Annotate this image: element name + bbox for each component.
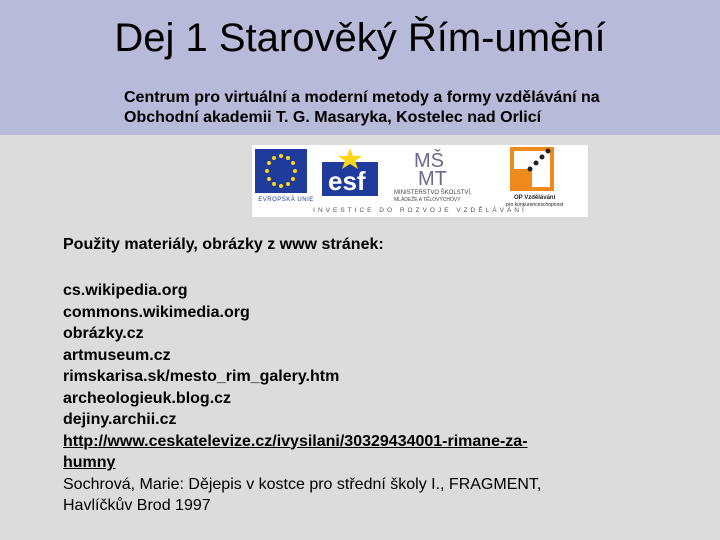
msmt-line-2: MLÁDEŽE A TĚLOVÝCHOVY xyxy=(394,197,461,203)
svg-text:MT: MT xyxy=(418,168,447,190)
op-vk-logo xyxy=(504,147,586,209)
eu-stars-icon xyxy=(255,149,307,193)
source-item: cs.wikipedia.org xyxy=(63,282,188,299)
source-item: commons.wikimedia.org xyxy=(63,303,250,321)
source-item: artmuseum.cz xyxy=(63,346,171,364)
title-band xyxy=(0,0,720,135)
slide-title: Dej 1 Starověký Řím-umění xyxy=(114,16,606,60)
logo-strip-caption: INVESTICE DO ROZVOJE VZDĚLÁVÁNÍ xyxy=(313,207,527,214)
msmt-logo xyxy=(394,147,474,207)
source-item: dejiny.archii.cz xyxy=(63,411,177,428)
sources-heading: Použity materiály, obrázky z www stránek: xyxy=(63,236,384,253)
esf-star-icon xyxy=(320,148,380,198)
ceskatelevize-link-line-2[interactable]: humny xyxy=(63,454,116,471)
op-frame-icon xyxy=(504,147,586,209)
svg-text:MŠ: MŠ xyxy=(414,150,444,172)
subtitle-line-1: Centrum pro virtuální a moderní metody a formy vzdělávání na xyxy=(124,89,600,106)
funding-logo-strip xyxy=(252,145,588,217)
source-item: archeologieuk.blog.cz xyxy=(63,389,232,407)
op-line-2: pro konkurenceschopnost xyxy=(506,202,564,208)
esf-text: esf xyxy=(328,166,366,196)
source-item: rimskarisa.sk/mesto_rim_galery.htm xyxy=(63,368,340,385)
sources-list xyxy=(63,280,623,517)
book-reference-line-1: Sochrová, Marie: Dějepis v kostce pro střední školy I., FRAGMENT, xyxy=(63,475,542,493)
source-item: obrázky.cz xyxy=(63,325,144,342)
eu-label: EVROPSKÁ UNIE xyxy=(258,197,314,203)
op-line-1: OP Vzdělávání xyxy=(514,195,556,201)
esf-logo xyxy=(320,148,380,198)
msmt-mark-icon xyxy=(394,147,474,207)
slide-subtitle xyxy=(124,88,704,128)
eu-flag-logo xyxy=(255,149,314,203)
msmt-line-1: MINISTERSTVO ŠKOLSTVÍ, xyxy=(394,190,472,196)
book-reference-line-2: Havlíčkův Brod 1997 xyxy=(63,497,211,514)
subtitle-line-2: Obchodní akademii T. G. Masaryka, Kostelec nad Orlicí xyxy=(124,109,542,126)
ceskatelevize-link-line-1[interactable]: http://www.ceskatelevize.cz/ivysilani/30329434001-rimane-za- xyxy=(63,432,528,450)
